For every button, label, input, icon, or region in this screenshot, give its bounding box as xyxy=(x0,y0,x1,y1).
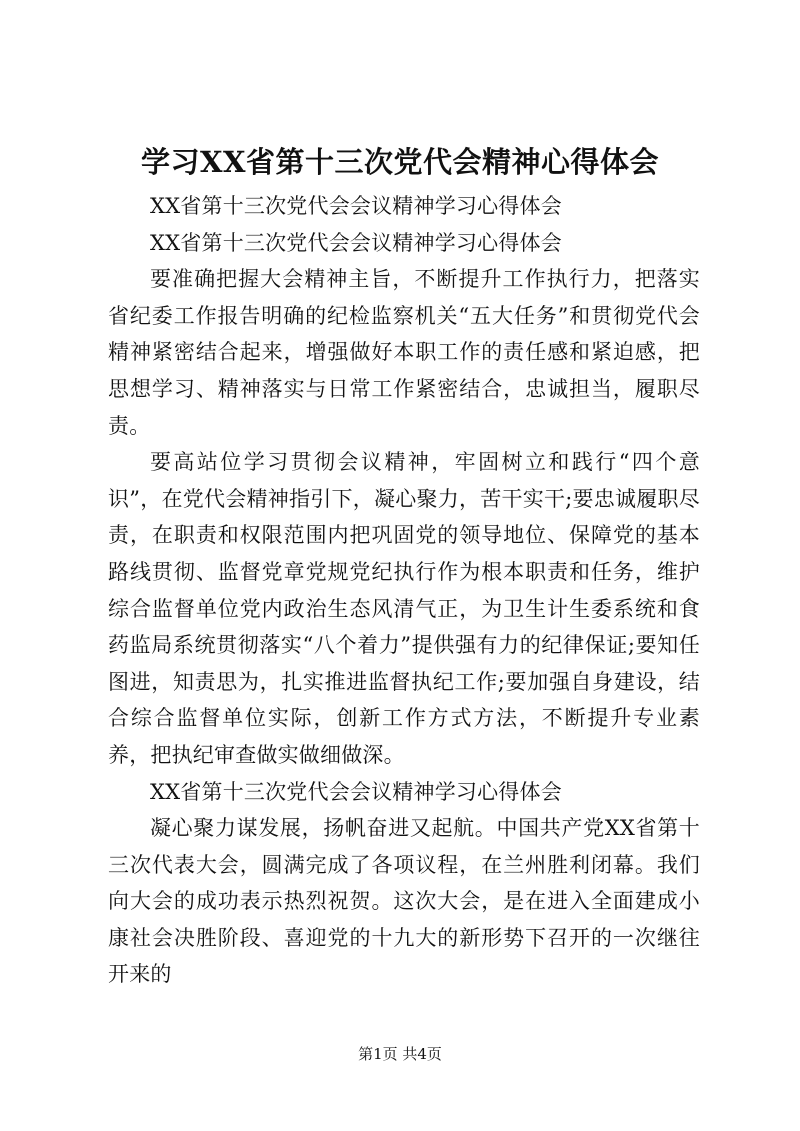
document-title: 学习XX省第十三次党代会精神心得体会 xyxy=(140,145,659,179)
paragraph-execution: 要准确把握大会精神主旨，不断提升工作执行力，把落实省纪委工作报告明确的纪检监察机关“五大任务”和贯彻党代会精神紧密结合起来，增强做好本职工作的责任感和紧迫感，把思想学习、精神落实与日常工作紧密结合，忠诚担当，履职尽责。 xyxy=(108,267,700,438)
page-footer: 第1页 共4页 xyxy=(358,1045,442,1063)
paragraph-subtitle-3: XX省第十三次党代会会议精神学习心得体会 xyxy=(150,779,562,804)
paragraph-subtitle-2: XX省第十三次党代会会议精神学习心得体会 xyxy=(150,230,562,255)
paragraph-implementation: 要高站位学习贯彻会议精神，牢固树立和践行“四个意识”，在党代会精神指引下，凝心聚力，苦干实干;要忠诚履职尽责，在职责和权限范围内把巩固党的领导地位、保障党的基本路线贯彻、监督党章党规党纪执行作为根本职责和任务，维护综合监督单位党内政治生态风清气正，为卫生计生委系统和食药监局系统贯彻落实“八个着力”提供强有力的纪律保证;要知任图进，知责思为，扎实推进监督执纪工作;要加强自身建设，结合综合监督单位实际，创新工作方式方法，不断提升专业素养，把执纪审查做实做细做深。 xyxy=(108,450,700,767)
paragraph-congress-summary: 凝心聚力谋发展，扬帆奋进又起航。中国共产党XX省第十三次代表大会，圆满完成了各项议程，在兰州胜利闭幕。我们向大会的成功表示热烈祝贺。这次大会，是在进入全面建成小康社会决胜阶段、喜迎党的十九大的新形势下召开的一次继往开来的 xyxy=(108,816,700,987)
document-body xyxy=(108,188,700,993)
paragraph-subtitle-1: XX省第十三次党代会会议精神学习心得体会 xyxy=(150,194,562,218)
